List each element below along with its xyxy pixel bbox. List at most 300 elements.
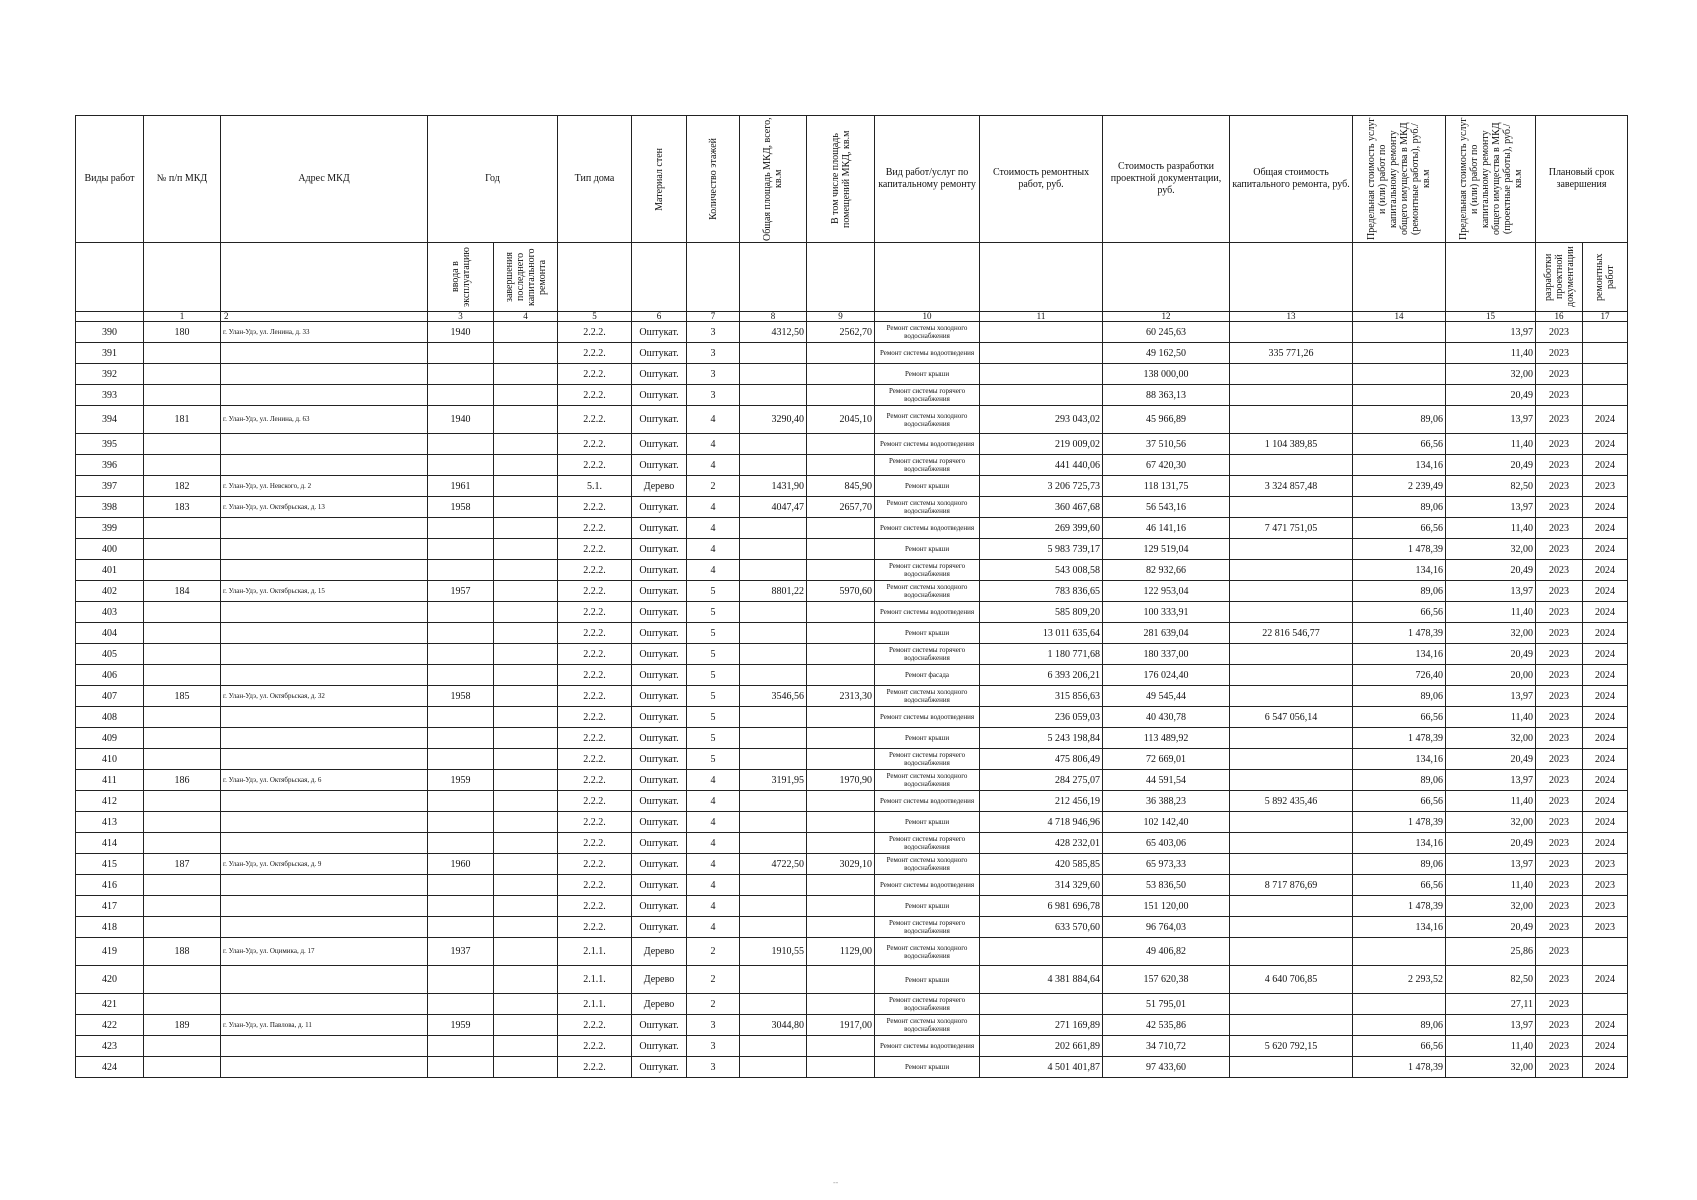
cell-vid: 414 — [76, 833, 144, 854]
cell-area-total — [740, 994, 807, 1015]
cell-year-commission — [428, 812, 494, 833]
cell-work-kind: Ремонт системы горячего водоснабжения — [875, 644, 980, 665]
header-cost-design: Стоимость разработки проектной документации, руб. — [1103, 116, 1230, 243]
header-address: Адрес МКД — [221, 116, 428, 243]
cell-cost-repair: 315 856,63 — [980, 686, 1103, 707]
cell-limit-repair: 89,06 — [1353, 406, 1446, 434]
cell-address — [221, 875, 428, 896]
cell-area-total — [740, 455, 807, 476]
table-row — [76, 812, 1628, 833]
cell-plan-repair: 2023 — [1583, 875, 1628, 896]
cell-plan-repair — [1583, 343, 1628, 364]
cell-plan-repair: 2024 — [1583, 833, 1628, 854]
cell-area-total — [740, 707, 807, 728]
cell-address — [221, 966, 428, 994]
cell-type: 2.2.2. — [558, 812, 632, 833]
cell-plan-design: 2023 — [1536, 623, 1583, 644]
cell-work-kind: Ремонт системы холодного водоснабжения — [875, 770, 980, 791]
cell-area-total — [740, 875, 807, 896]
cell-wall: Оштукат. — [632, 728, 687, 749]
cell-limit-design: 11,40 — [1446, 343, 1536, 364]
cell-cost-design: 46 141,16 — [1103, 518, 1230, 539]
cell-limit-design: 32,00 — [1446, 623, 1536, 644]
cell-area-total — [740, 791, 807, 812]
cell-vid: 417 — [76, 896, 144, 917]
cell-cost-total — [1230, 854, 1353, 875]
cell-area-rooms — [807, 455, 875, 476]
cell-plan-design: 2023 — [1536, 728, 1583, 749]
cell-year-last-repair — [494, 343, 558, 364]
cell-limit-repair — [1353, 364, 1446, 385]
cell-vid: 413 — [76, 812, 144, 833]
cell-cost-design: 100 333,91 — [1103, 602, 1230, 623]
cell-year-last-repair — [494, 896, 558, 917]
column-number: 10 — [875, 312, 980, 322]
capital-repair-table — [75, 115, 1628, 1078]
cell-year-commission: 1958 — [428, 497, 494, 518]
cell-vid: 422 — [76, 1015, 144, 1036]
cell-year-last-repair — [494, 938, 558, 966]
cell-year-commission — [428, 994, 494, 1015]
header-work-kind: Вид работ/услуг по капитальному ремонту — [875, 116, 980, 243]
cell-year-last-repair — [494, 497, 558, 518]
cell-year-last-repair — [494, 994, 558, 1015]
header-wall: Материал стен — [632, 116, 687, 243]
cell-address — [221, 455, 428, 476]
cell-cost-design: 56 543,16 — [1103, 497, 1230, 518]
cell-cost-design: 67 420,30 — [1103, 455, 1230, 476]
header-cost-repair: Стоимость ремонтных работ, руб. — [980, 116, 1103, 243]
cell-plan-repair: 2023 — [1583, 476, 1628, 497]
cell-cost-total — [1230, 749, 1353, 770]
table-row — [76, 665, 1628, 686]
cell-work-kind: Ремонт системы холодного водоснабжения — [875, 322, 980, 343]
cell-cost-total — [1230, 644, 1353, 665]
cell-cost-repair: 284 275,07 — [980, 770, 1103, 791]
cell-work-kind: Ремонт крыши — [875, 812, 980, 833]
table-row — [76, 833, 1628, 854]
cell-cost-total: 5 892 435,46 — [1230, 791, 1353, 812]
cell-area-rooms — [807, 539, 875, 560]
cell-cost-design: 65 403,06 — [1103, 833, 1230, 854]
cell-cost-design: 45 966,89 — [1103, 406, 1230, 434]
table-row — [76, 1036, 1628, 1057]
cell-year-commission — [428, 875, 494, 896]
cell-area-rooms — [807, 560, 875, 581]
cell-work-kind: Ремонт крыши — [875, 728, 980, 749]
cell-limit-design: 82,50 — [1446, 966, 1536, 994]
cell-wall: Оштукат. — [632, 539, 687, 560]
cell-cost-total: 5 620 792,15 — [1230, 1036, 1353, 1057]
cell-area-total — [740, 364, 807, 385]
cell-cost-total — [1230, 560, 1353, 581]
cell-num-mkd: 188 — [144, 938, 221, 966]
cell-floors: 4 — [687, 560, 740, 581]
cell-plan-repair: 2024 — [1583, 602, 1628, 623]
cell-cost-design: 96 764,03 — [1103, 917, 1230, 938]
cell-num-mkd — [144, 434, 221, 455]
cell-wall: Дерево — [632, 966, 687, 994]
cell-address — [221, 994, 428, 1015]
cell-plan-repair: 2024 — [1583, 812, 1628, 833]
cell-year-commission — [428, 644, 494, 665]
cell-cost-total — [1230, 1057, 1353, 1078]
cell-cost-total: 8 717 876,69 — [1230, 875, 1353, 896]
cell-num-mkd — [144, 539, 221, 560]
cell-address: г. Улан-Удэ, ул. Октябрьская, д. 9 — [221, 854, 428, 875]
cell-year-last-repair — [494, 1015, 558, 1036]
cell-type: 2.2.2. — [558, 455, 632, 476]
cell-year-commission: 1958 — [428, 686, 494, 707]
cell-limit-repair: 66,56 — [1353, 707, 1446, 728]
cell-limit-repair: 89,06 — [1353, 1015, 1446, 1036]
cell-year-commission: 1957 — [428, 581, 494, 602]
cell-year-last-repair — [494, 1057, 558, 1078]
cell-area-total: 4312,50 — [740, 322, 807, 343]
cell-year-commission: 1940 — [428, 322, 494, 343]
cell-cost-design: 40 430,78 — [1103, 707, 1230, 728]
cell-type: 2.2.2. — [558, 833, 632, 854]
cell-plan-repair — [1583, 385, 1628, 406]
cell-plan-design: 2023 — [1536, 343, 1583, 364]
header-vid-rabot: Виды работ — [76, 116, 144, 243]
cell-year-last-repair — [494, 364, 558, 385]
cell-address — [221, 896, 428, 917]
cell-cost-repair: 1 180 771,68 — [980, 644, 1103, 665]
cell-limit-design: 13,97 — [1446, 854, 1536, 875]
cell-year-last-repair — [494, 644, 558, 665]
cell-area-total — [740, 343, 807, 364]
cell-limit-design: 82,50 — [1446, 476, 1536, 497]
cell-work-kind: Ремонт системы холодного водоснабжения — [875, 406, 980, 434]
cell-area-total — [740, 1036, 807, 1057]
cell-plan-repair: 2024 — [1583, 539, 1628, 560]
cell-work-kind: Ремонт системы холодного водоснабжения — [875, 854, 980, 875]
cell-floors: 5 — [687, 707, 740, 728]
column-number-row — [76, 312, 1628, 322]
table-row — [76, 994, 1628, 1015]
table-body — [76, 322, 1628, 1078]
cell-area-rooms — [807, 896, 875, 917]
cell-year-last-repair — [494, 749, 558, 770]
header-year-commission: ввода в эксплуатацию — [428, 243, 494, 312]
cell-plan-design: 2023 — [1536, 938, 1583, 966]
cell-vid: 418 — [76, 917, 144, 938]
cell-limit-repair: 2 239,49 — [1353, 476, 1446, 497]
cell-area-total — [740, 434, 807, 455]
table-row — [76, 938, 1628, 966]
cell-floors: 2 — [687, 938, 740, 966]
cell-wall: Оштукат. — [632, 644, 687, 665]
cell-limit-design: 13,97 — [1446, 497, 1536, 518]
table-row — [76, 917, 1628, 938]
cell-wall: Оштукат. — [632, 875, 687, 896]
cell-type: 2.2.2. — [558, 686, 632, 707]
column-number: 6 — [632, 312, 687, 322]
cell-cost-repair — [980, 322, 1103, 343]
cell-num-mkd — [144, 455, 221, 476]
cell-year-last-repair — [494, 665, 558, 686]
cell-limit-design: 20,49 — [1446, 833, 1536, 854]
table-row — [76, 581, 1628, 602]
cell-cost-design: 53 836,50 — [1103, 875, 1230, 896]
cell-year-commission — [428, 364, 494, 385]
cell-year-commission — [428, 434, 494, 455]
column-number: 13 — [1230, 312, 1353, 322]
cell-cost-repair: 783 836,65 — [980, 581, 1103, 602]
cell-work-kind: Ремонт крыши — [875, 539, 980, 560]
cell-limit-design: 32,00 — [1446, 812, 1536, 833]
column-number: 16 — [1536, 312, 1583, 322]
cell-type: 2.2.2. — [558, 875, 632, 896]
cell-area-total — [740, 1057, 807, 1078]
cell-plan-repair — [1583, 322, 1628, 343]
cell-work-kind: Ремонт системы холодного водоснабжения — [875, 581, 980, 602]
column-number: 17 — [1583, 312, 1628, 322]
cell-limit-repair: 66,56 — [1353, 518, 1446, 539]
cell-area-total: 4047,47 — [740, 497, 807, 518]
cell-limit-design: 20,49 — [1446, 917, 1536, 938]
cell-cost-repair: 420 585,85 — [980, 854, 1103, 875]
cell-floors: 3 — [687, 364, 740, 385]
header-floors: Количество этажей — [687, 116, 740, 243]
cell-year-last-repair — [494, 854, 558, 875]
cell-num-mkd: 180 — [144, 322, 221, 343]
cell-cost-design: 97 433,60 — [1103, 1057, 1230, 1078]
cell-area-rooms — [807, 1057, 875, 1078]
cell-plan-design: 2023 — [1536, 896, 1583, 917]
table-row — [76, 518, 1628, 539]
cell-cost-total — [1230, 896, 1353, 917]
cell-limit-design: 32,00 — [1446, 364, 1536, 385]
cell-work-kind: Ремонт системы горячего водоснабжения — [875, 455, 980, 476]
cell-wall: Оштукат. — [632, 455, 687, 476]
cell-limit-design: 32,00 — [1446, 539, 1536, 560]
cell-area-rooms: 2313,30 — [807, 686, 875, 707]
cell-year-last-repair — [494, 875, 558, 896]
table-row — [76, 322, 1628, 343]
cell-cost-design: 34 710,72 — [1103, 1036, 1230, 1057]
cell-year-commission — [428, 791, 494, 812]
cell-cost-total — [1230, 406, 1353, 434]
cell-cost-design: 51 795,01 — [1103, 994, 1230, 1015]
cell-cost-repair: 428 232,01 — [980, 833, 1103, 854]
cell-work-kind: Ремонт системы холодного водоснабжения — [875, 686, 980, 707]
cell-area-rooms — [807, 707, 875, 728]
cell-wall: Оштукат. — [632, 749, 687, 770]
cell-cost-repair: 543 008,58 — [980, 560, 1103, 581]
cell-address: г. Улан-Удэ, ул. Октябрьская, д. 6 — [221, 770, 428, 791]
cell-plan-design: 2023 — [1536, 791, 1583, 812]
cell-year-commission: 1960 — [428, 854, 494, 875]
cell-type: 2.2.2. — [558, 728, 632, 749]
cell-plan-repair: 2024 — [1583, 686, 1628, 707]
cell-limit-design: 27,11 — [1446, 994, 1536, 1015]
cell-floors: 5 — [687, 749, 740, 770]
cell-cost-repair: 4 718 946,96 — [980, 812, 1103, 833]
table-row — [76, 896, 1628, 917]
cell-num-mkd — [144, 875, 221, 896]
cell-vid: 424 — [76, 1057, 144, 1078]
cell-num-mkd — [144, 791, 221, 812]
cell-cost-design: 151 120,00 — [1103, 896, 1230, 917]
cell-cost-total — [1230, 728, 1353, 749]
cell-area-rooms: 2562,70 — [807, 322, 875, 343]
cell-year-last-repair — [494, 623, 558, 644]
cell-limit-repair — [1353, 322, 1446, 343]
cell-num-mkd — [144, 917, 221, 938]
cell-wall: Оштукат. — [632, 917, 687, 938]
cell-floors: 3 — [687, 1057, 740, 1078]
cell-type: 2.2.2. — [558, 406, 632, 434]
cell-plan-repair: 2024 — [1583, 434, 1628, 455]
cell-wall: Оштукат. — [632, 497, 687, 518]
cell-cost-design: 44 591,54 — [1103, 770, 1230, 791]
cell-wall: Оштукат. — [632, 434, 687, 455]
cell-address: г. Улан-Удэ, ул. Октябрьская, д. 32 — [221, 686, 428, 707]
column-number: 8 — [740, 312, 807, 322]
cell-type: 2.2.2. — [558, 917, 632, 938]
cell-type: 2.2.2. — [558, 623, 632, 644]
cell-cost-repair: 219 009,02 — [980, 434, 1103, 455]
cell-floors: 2 — [687, 966, 740, 994]
cell-cost-design: 129 519,04 — [1103, 539, 1230, 560]
header-cost-total: Общая стоимость капитального ремонта, руб. — [1230, 116, 1353, 243]
cell-floors: 4 — [687, 518, 740, 539]
header-limit-repair: Предельная стоимость услуг и (или) работ по капитальному ремонту общего имущества в МКД (ремонтные работы), руб./кв.м — [1353, 116, 1446, 243]
cell-vid: 401 — [76, 560, 144, 581]
cell-plan-repair — [1583, 364, 1628, 385]
cell-cost-total: 7 471 751,05 — [1230, 518, 1353, 539]
cell-floors: 4 — [687, 406, 740, 434]
cell-limit-design: 13,97 — [1446, 1015, 1536, 1036]
cell-wall: Оштукат. — [632, 854, 687, 875]
cell-year-commission — [428, 343, 494, 364]
cell-area-total — [740, 728, 807, 749]
cell-plan-design: 2023 — [1536, 385, 1583, 406]
cell-vid: 408 — [76, 707, 144, 728]
cell-limit-design: 32,00 — [1446, 1057, 1536, 1078]
column-number: 12 — [1103, 312, 1230, 322]
cell-vid: 393 — [76, 385, 144, 406]
cell-cost-total — [1230, 665, 1353, 686]
cell-area-total — [740, 385, 807, 406]
cell-limit-design: 13,97 — [1446, 406, 1536, 434]
cell-vid: 420 — [76, 966, 144, 994]
cell-vid: 398 — [76, 497, 144, 518]
cell-year-last-repair — [494, 455, 558, 476]
cell-plan-repair: 2024 — [1583, 581, 1628, 602]
cell-num-mkd: 189 — [144, 1015, 221, 1036]
cell-limit-design: 11,40 — [1446, 875, 1536, 896]
cell-plan-repair: 2024 — [1583, 791, 1628, 812]
cell-limit-design: 20,49 — [1446, 560, 1536, 581]
cell-cost-design: 37 510,56 — [1103, 434, 1230, 455]
cell-cost-repair: 585 809,20 — [980, 602, 1103, 623]
cell-num-mkd — [144, 560, 221, 581]
cell-year-commission — [428, 833, 494, 854]
cell-type: 2.1.1. — [558, 938, 632, 966]
cell-area-rooms — [807, 434, 875, 455]
cell-area-rooms: 1129,00 — [807, 938, 875, 966]
cell-type: 2.2.2. — [558, 602, 632, 623]
cell-cost-total — [1230, 917, 1353, 938]
cell-vid: 419 — [76, 938, 144, 966]
cell-type: 2.2.2. — [558, 770, 632, 791]
cell-cost-repair: 13 011 635,64 — [980, 623, 1103, 644]
cell-floors: 4 — [687, 812, 740, 833]
cell-wall: Оштукат. — [632, 707, 687, 728]
cell-limit-design: 13,97 — [1446, 322, 1536, 343]
table-row — [76, 343, 1628, 364]
cell-cost-repair: 5 983 739,17 — [980, 539, 1103, 560]
cell-year-commission — [428, 518, 494, 539]
cell-limit-repair: 89,06 — [1353, 770, 1446, 791]
cell-address: г. Улан-Удэ, ул. Невского, д. 2 — [221, 476, 428, 497]
cell-type: 2.2.2. — [558, 644, 632, 665]
cell-cost-repair: 5 243 198,84 — [980, 728, 1103, 749]
cell-area-total — [740, 966, 807, 994]
cell-plan-repair: 2024 — [1583, 749, 1628, 770]
cell-address — [221, 917, 428, 938]
table-row — [76, 854, 1628, 875]
cell-plan-design: 2023 — [1536, 518, 1583, 539]
cell-cost-design: 180 337,00 — [1103, 644, 1230, 665]
cell-floors: 2 — [687, 994, 740, 1015]
cell-limit-design: 20,49 — [1446, 749, 1536, 770]
header-year: Год — [428, 116, 558, 243]
cell-plan-design: 2023 — [1536, 455, 1583, 476]
cell-floors: 5 — [687, 623, 740, 644]
cell-address — [221, 707, 428, 728]
column-number: 4 — [494, 312, 558, 322]
cell-year-last-repair — [494, 476, 558, 497]
cell-plan-repair: 2024 — [1583, 406, 1628, 434]
cell-num-mkd: 181 — [144, 406, 221, 434]
cell-wall: Оштукат. — [632, 896, 687, 917]
cell-cost-design: 281 639,04 — [1103, 623, 1230, 644]
cell-limit-design: 20,49 — [1446, 644, 1536, 665]
cell-type: 2.2.2. — [558, 364, 632, 385]
cell-cost-repair: 6 981 696,78 — [980, 896, 1103, 917]
cell-floors: 3 — [687, 385, 740, 406]
cell-limit-repair: 2 293,52 — [1353, 966, 1446, 994]
cell-num-mkd — [144, 833, 221, 854]
cell-area-rooms — [807, 364, 875, 385]
cell-plan-design: 2023 — [1536, 476, 1583, 497]
cell-year-last-repair — [494, 686, 558, 707]
cell-work-kind: Ремонт системы горячего водоснабжения — [875, 560, 980, 581]
cell-year-last-repair — [494, 539, 558, 560]
cell-type: 2.2.2. — [558, 665, 632, 686]
cell-plan-design: 2023 — [1536, 833, 1583, 854]
cell-cost-repair: 360 467,68 — [980, 497, 1103, 518]
header-area-total: Общая площадь МКД, всего, кв.м — [740, 116, 807, 243]
cell-limit-repair — [1353, 343, 1446, 364]
cell-vid: 416 — [76, 875, 144, 896]
cell-plan-design: 2023 — [1536, 434, 1583, 455]
cell-limit-repair: 1 478,39 — [1353, 896, 1446, 917]
cell-wall: Оштукат. — [632, 770, 687, 791]
cell-num-mkd: 185 — [144, 686, 221, 707]
cell-wall: Оштукат. — [632, 385, 687, 406]
cell-plan-repair: 2023 — [1583, 917, 1628, 938]
header-limit-design: Предельная стоимость услуг и (или) работ по капитальному ремонту общего имущества в МКД (проектные работы), руб./кв.м — [1446, 116, 1536, 243]
cell-plan-design: 2023 — [1536, 812, 1583, 833]
cell-type: 2.2.2. — [558, 896, 632, 917]
cell-work-kind: Ремонт системы водоотведения — [875, 707, 980, 728]
table-row — [76, 455, 1628, 476]
